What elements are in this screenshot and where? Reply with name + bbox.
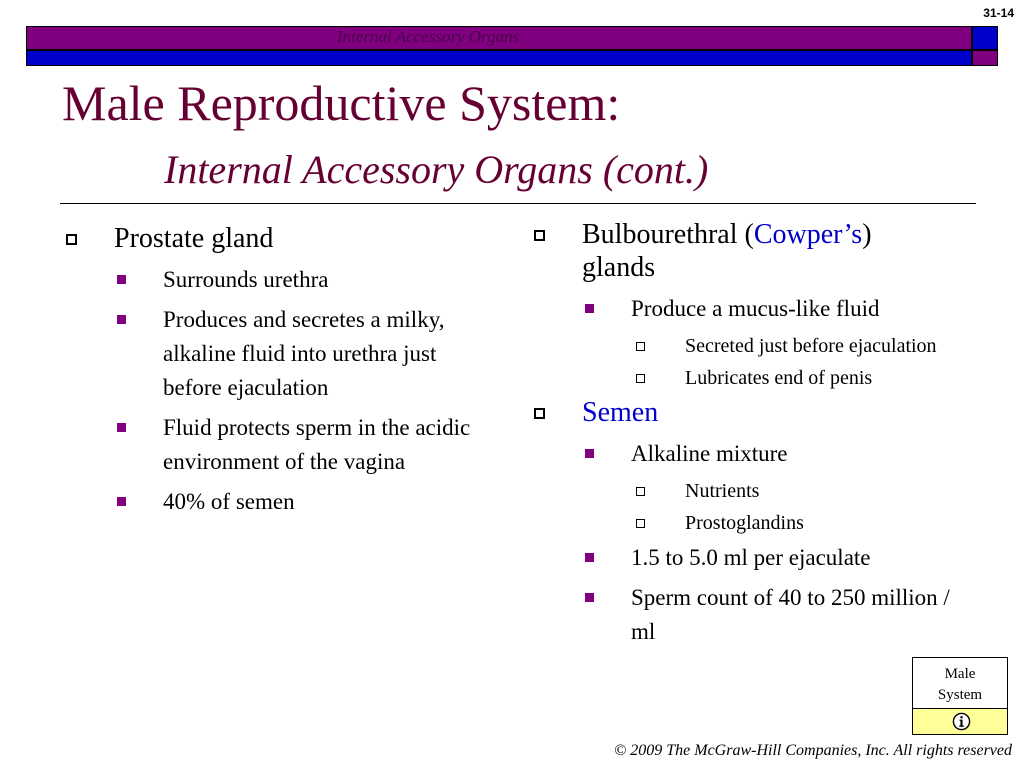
sub-sub-bullet-text: Nutrients — [685, 480, 760, 502]
header-band-blue — [26, 50, 972, 66]
filled-square-bullet-icon — [117, 315, 126, 324]
sub-bullet — [62, 263, 482, 297]
hollow-square-bullet-icon — [636, 342, 645, 351]
filled-square-bullet-icon — [585, 593, 594, 602]
sub-bullet-text: Produce a mucus-like fluid — [631, 296, 880, 321]
sub-sub-bullet-text: Prostoglandins — [685, 512, 804, 534]
filled-square-bullet-icon — [117, 275, 126, 284]
semen-link[interactable]: Semen — [582, 397, 659, 428]
filled-square-bullet-icon — [117, 497, 126, 506]
sub-bullet — [62, 485, 482, 519]
info-label-line2: System — [937, 687, 983, 703]
sub-bullet-text: Alkaline mixture — [631, 441, 788, 466]
copyright-footer: © 2009 The McGraw-Hill Companies, Inc. All rights reserved — [614, 742, 1012, 759]
sub-bullet — [62, 411, 482, 479]
bullet-text: Prostate gland — [114, 223, 274, 254]
slide-title: Male Reproductive System: — [62, 75, 621, 131]
hollow-square-bullet-icon — [636, 487, 645, 496]
info-label — [913, 664, 1007, 706]
cowpers-link[interactable]: Cowper’s — [753, 219, 863, 250]
right-column — [530, 218, 950, 655]
sub-sub-bullet-text: Secreted just before ejaculation — [685, 335, 937, 357]
slide-number: 31-14 — [983, 6, 1014, 20]
sub-sub-bullet — [530, 477, 950, 505]
bullet-text-prefix: Bulbourethral ( — [582, 219, 754, 250]
sub-bullet — [530, 292, 950, 326]
hollow-square-bullet-icon — [534, 230, 545, 241]
title-divider — [60, 203, 976, 204]
hollow-square-bullet-icon — [534, 408, 545, 419]
bullet-text-suffix: ) glands — [582, 219, 872, 283]
sub-bullet — [530, 437, 950, 471]
header-band-text: Internal Accessory Organs — [337, 27, 520, 46]
info-icon[interactable] — [952, 712, 971, 731]
header-square-blue — [972, 26, 998, 50]
info-bar — [913, 708, 1007, 734]
bullet-bulbourethral-glands — [530, 218, 950, 284]
filled-square-bullet-icon — [585, 304, 594, 313]
sub-bullet-text: Fluid protects sperm in the acidic environment of the vagina — [163, 415, 471, 474]
header-band-purple — [26, 26, 972, 50]
hollow-square-bullet-icon — [636, 374, 645, 383]
sub-bullet — [530, 541, 950, 575]
sub-sub-bullet — [530, 332, 950, 360]
male-system-info-button[interactable] — [912, 657, 1008, 735]
hollow-square-bullet-icon — [636, 519, 645, 528]
sub-bullet-text: Sperm count of 40 to 250 million / ml — [631, 585, 950, 644]
hollow-square-bullet-icon — [66, 234, 77, 245]
bullet-semen — [530, 396, 950, 429]
slide-subtitle: Internal Accessory Organs (cont.) — [164, 147, 709, 192]
sub-sub-bullet — [530, 364, 950, 392]
filled-square-bullet-icon — [585, 449, 594, 458]
sub-sub-bullet-text: Lubricates end of penis — [685, 367, 873, 389]
sub-bullet-text: Produces and secretes a milky, alkaline fluid into urethra just before ejaculation — [163, 307, 445, 400]
bullet-prostate-gland — [62, 222, 482, 255]
filled-square-bullet-icon — [585, 553, 594, 562]
info-label-line1: Male — [944, 666, 976, 682]
left-column — [62, 222, 482, 525]
sub-bullet — [62, 303, 482, 405]
sub-sub-bullet — [530, 509, 950, 537]
sub-bullet-text: Surrounds urethra — [163, 267, 329, 292]
sub-bullet — [530, 581, 950, 649]
sub-bullet-text: 1.5 to 5.0 ml per ejaculate — [631, 545, 871, 570]
sub-bullet-text: 40% of semen — [163, 489, 295, 514]
filled-square-bullet-icon — [117, 423, 126, 432]
header-square-purple — [972, 50, 998, 66]
